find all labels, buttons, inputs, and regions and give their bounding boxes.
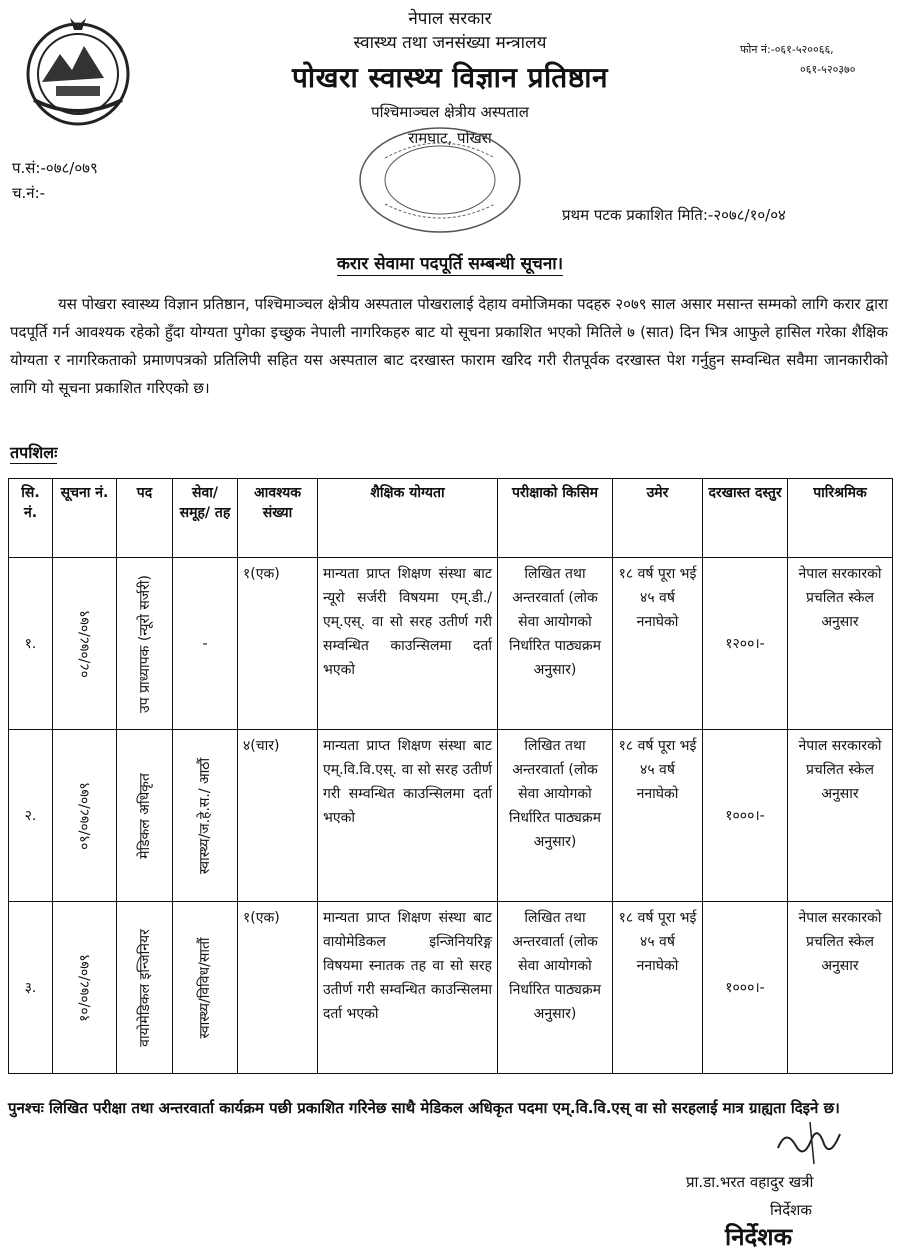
cell-notice-no	[53, 558, 117, 730]
notice-no-text: ०८/०७८/०७९	[76, 609, 93, 678]
cell-age: १८ वर्ष पूरा भई ४५ वर्ष ननाघेको	[613, 902, 703, 1074]
table-row	[9, 730, 893, 902]
table-row	[9, 558, 893, 730]
post-text: वायोमेडिकल इन्जिनियर	[136, 928, 153, 1047]
government-emblem	[12, 12, 144, 130]
cell-count: १(एक)	[238, 558, 318, 730]
cell-post	[117, 730, 173, 902]
table-row	[9, 902, 893, 1074]
signatory-stamp: निर्देशक	[725, 1223, 793, 1251]
header-sn: सि. नं.	[9, 479, 53, 558]
signatory-name: प्रा.डा.भरत वहादुर खत्री	[686, 1173, 814, 1191]
cell-qualification: मान्यता प्राप्त शिक्षण संस्था बाट एम्.वि.वि.एस्. वा सो सरह उतीर्ण गरी सम्वन्धित काउन्सिलमा दर्ता भएको	[318, 730, 498, 902]
cell-fee: १०००।-	[703, 902, 788, 1074]
reference-number: प.सं:-०७८/०७९	[12, 159, 98, 177]
header-address: रामघाट, पोखरा	[408, 129, 492, 147]
cell-post	[117, 902, 173, 1074]
office-seal	[345, 118, 535, 238]
post-text: मेडिकल अधिकृत	[136, 772, 153, 859]
service-text: स्वास्थ्य/ज.हे.स./ आठौं	[197, 757, 213, 874]
published-date: प्रथम पटक प्रकाशित मिति:-२०७८/१०/०४	[562, 206, 786, 224]
cell-sn: १.	[9, 558, 53, 730]
cell-count: ४(चार)	[238, 730, 318, 902]
cell-exam: लिखित तथा अन्तरवार्ता (लोक सेवा आयोगको निर्धारित पाठ्यक्रम अनुसार)	[498, 558, 613, 730]
service-text: स्वास्थ्य/विविध/सातौं	[197, 936, 213, 1039]
postscript: पुनश्चः लिखित परीक्षा तथा अन्तरवार्ता कार्यक्रम पछी प्रकाशित गरिनेछ साथै मेडिकल अधिकृत पदमा एम्.वि.वि.एस् वा सो सरहलाई मात्र ग्राह्यता दिइने छ।	[8, 1099, 840, 1117]
cell-service: -	[173, 558, 238, 730]
cell-post	[117, 558, 173, 730]
signatory-designation: निर्देशक	[770, 1201, 812, 1219]
notice-title-text: करार सेवामा पदपूर्ति सम्बन्धी सूचना।	[336, 254, 564, 274]
header-qualification: शैक्षिक योग्यता	[318, 479, 498, 558]
notice-no-text: ०९/०७८/०७९	[76, 781, 93, 850]
header-organization: पोखरा स्वास्थ्य विज्ञान प्रतिष्ठान	[291, 61, 609, 94]
header-notice-no: सूचना नं.	[53, 479, 117, 558]
cell-sn: ३.	[9, 902, 53, 1074]
cell-qualification: मान्यता प्राप्त शिक्षण संस्था बाट वायोमेडिकल इन्जिनियरिङ्ग विषयमा स्नातक तह वा सो सरह उतीर्ण गरी सम्वन्धित काउन्सिलमा दर्ता भएको	[318, 902, 498, 1074]
cell-notice-no	[53, 902, 117, 1074]
body-paragraph: यस पोखरा स्वास्थ्य विज्ञान प्रतिष्ठान, पश्चिमाञ्चल क्षेत्रीय अस्पताल पोखरालाई देहाय वमोजिमका पदहरु २०७९ साल असार मसान्त सम्मको लागि करार द्वारा पदपूर्ति गर्न आवश्यक रहेको हुँदा योग्यता पुगेका इच्छुक नेपाली नागरिकहरु बाट यो सूचना प्रकाशित भएको मितिले ७ (सात) दिन भित्र आफुले हासिल गरेका शैक्षिक योग्यता र नागरिकताको प्रमाणपत्रको प्रतिलिपी सहित यस अस्पताल बाट दरखास्त फाराम खरिद गरी रीतपूर्वक दरखास्त पेश गर्नुहुन सम्वन्धित सवैमा जानकारीको लागि यो सूचना प्रकाशित गरिएको छ।	[10, 295, 888, 397]
cell-exam: लिखित तथा अन्तरवार्ता (लोक सेवा आयोगको निर्धारित पाठ्यक्रम अनुसार)	[498, 730, 613, 902]
phone-number-2: ०६१-५२०३७०	[800, 63, 856, 76]
cell-salary: नेपाल सरकारको प्रचलित स्केल अनुसार	[788, 730, 893, 902]
signature	[770, 1118, 850, 1168]
cell-service	[173, 902, 238, 1074]
header-age: उमेर	[613, 479, 703, 558]
cell-notice-no	[53, 730, 117, 902]
cell-fee: १२००।-	[703, 558, 788, 730]
header-service: सेवा/ समूह/ तह	[173, 479, 238, 558]
cell-age: १८ वर्ष पूरा भई ४५ वर्ष ननाघेको	[613, 730, 703, 902]
header-salary: पारिश्रमिक	[788, 479, 893, 558]
header-hospital: पश्चिमाञ्चल क्षेत्रीय अस्पताल	[371, 103, 529, 121]
post-text: उप प्राध्यापक (न्यूरो सर्जरी)	[136, 574, 153, 713]
vacancy-table	[8, 478, 893, 1074]
cell-salary: नेपाल सरकारको प्रचलित स्केल अनुसार	[788, 902, 893, 1074]
cell-fee: १०००।-	[703, 730, 788, 902]
header-government: नेपाल सरकार	[408, 9, 492, 29]
header-fee: दरखास्त दस्तुर	[703, 479, 788, 558]
dispatch-number: च.नं:-	[12, 184, 46, 202]
table-header-row	[9, 479, 893, 558]
cell-exam: लिखित तथा अन्तरवार्ता (लोक सेवा आयोगको निर्धारित पाठ्यक्रम अनुसार)	[498, 902, 613, 1074]
phone-number-1: फोन नं:-०६१-५२००६६,	[740, 43, 834, 56]
cell-service	[173, 730, 238, 902]
header-post: पद	[117, 479, 173, 558]
header-count: आवश्यक संख्या	[238, 479, 318, 558]
cell-age: १८ वर्ष पूरा भई ४५ वर्ष ननाघेको	[613, 558, 703, 730]
header-ministry: स्वास्थ्य तथा जनसंख्या मन्त्रालय	[353, 33, 547, 53]
cell-sn: २.	[9, 730, 53, 902]
cell-qualification: मान्यता प्राप्त शिक्षण संस्था बाट न्यूरो सर्जरी विषयमा एम्.डी./एम्.एस्. वा सो सरह उतीर्ण गरी सम्वन्धित काउन्सिलमा दर्ता भएको	[318, 558, 498, 730]
notice-no-text: १०/०७८/०७९	[76, 953, 93, 1022]
details-heading: तपशिलः	[10, 443, 58, 462]
cell-salary: नेपाल सरकारको प्रचलित स्केल अनुसार	[788, 558, 893, 730]
cell-count: १(एक)	[238, 902, 318, 1074]
header-exam: परीक्षाको किसिम	[498, 479, 613, 558]
notice-title	[0, 251, 900, 274]
